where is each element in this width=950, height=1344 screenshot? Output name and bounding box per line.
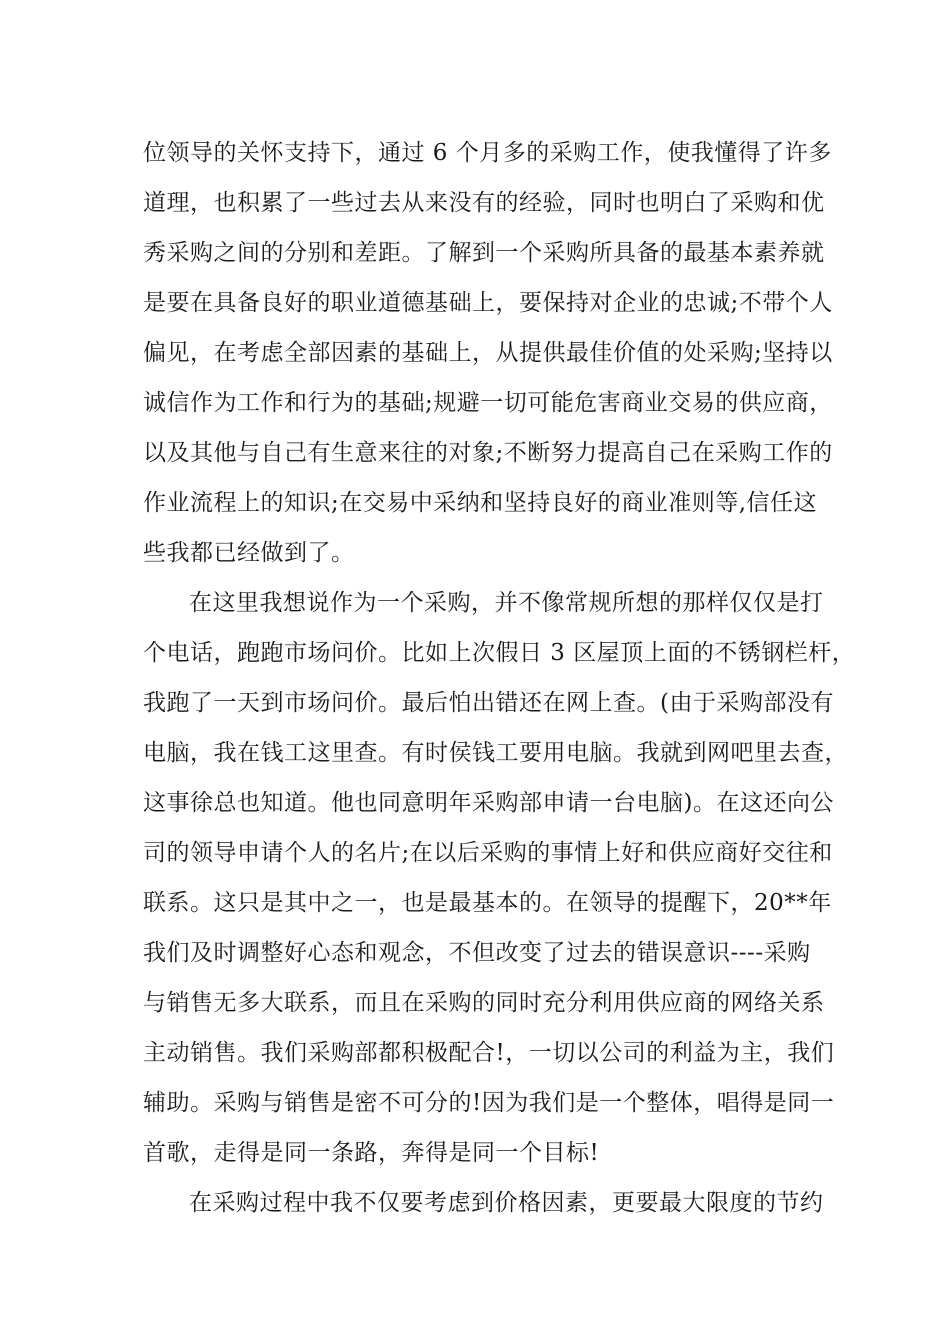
text-line: 些我都已经做到了。: [143, 540, 355, 566]
paragraph-3: [143, 1178, 824, 1228]
text-line: 联系。这只是其中之一，也是最基本的。在领导的提醒下，20**年: [143, 890, 832, 916]
text-line: 偏见，在考虑全部因素的基础上，从提供最佳价值的处采购;坚持以: [143, 340, 833, 366]
paragraph-1: [143, 128, 833, 578]
text-line: 在这里我想说作为一个采购，并不像常规所想的那样仅仅是打: [189, 590, 824, 616]
paragraph-2: [143, 578, 856, 1178]
text-line: 与销售无多大联系，而且在采购的同时充分利用供应商的网络关系: [143, 990, 825, 1016]
text-line: 我跑了一天到市场问价。最后怕出错还在网上查。(由于采购部没有: [143, 690, 834, 716]
text-line: 电脑，我在钱工这里查。有时侯钱工要用电脑。我就到网吧里去查，: [143, 740, 848, 766]
text-line: 个电话，跑跑市场问价。比如上次假日 3 区屋顶上面的不锈钢栏杆，: [143, 640, 856, 666]
document-body: [143, 128, 856, 1228]
text-line: 我们及时调整好心态和观念，不但改变了过去的错误意识----采购: [143, 940, 811, 966]
text-line: 作业流程上的知识;在交易中采纳和坚持良好的商业准则等,信任这: [143, 490, 818, 516]
text-line: 诚信作为工作和行为的基础;规避一切可能危害商业交易的供应商，: [143, 390, 833, 416]
text-line: 位领导的关怀支持下，通过 6 个月多的采购工作，使我懂得了许多: [143, 140, 832, 166]
text-line: 以及其他与自己有生意来往的对象;不断努力提高自己在采购工作的: [143, 440, 833, 466]
text-line: 辅助。采购与销售是密不可分的!因为我们是一个整体，唱得是同一: [143, 1090, 835, 1116]
text-line: 道理，也积累了一些过去从来没有的经验，同时也明白了采购和优: [143, 190, 825, 216]
text-line: 司的领导申请个人的名片;在以后采购的事情上好和供应商好交往和: [143, 840, 833, 866]
text-line: 在采购过程中我不仅要考虑到价格因素，更要最大限度的节约: [189, 1190, 824, 1216]
text-line: 首歌，走得是同一条路，奔得是同一个目标!: [143, 1140, 600, 1166]
text-line: 秀采购之间的分别和差距。了解到一个采购所具备的最基本素养就: [143, 240, 825, 266]
text-line: 是要在具备良好的职业道德基础上，要保持对企业的忠诚;不带个人: [143, 290, 833, 316]
text-line: 主动销售。我们采购部都积极配合!，一切以公司的利益为主，我们: [143, 1040, 835, 1066]
text-line: 这事徐总也知道。他也同意明年采购部申请一台电脑)。在这还向公: [143, 790, 834, 816]
